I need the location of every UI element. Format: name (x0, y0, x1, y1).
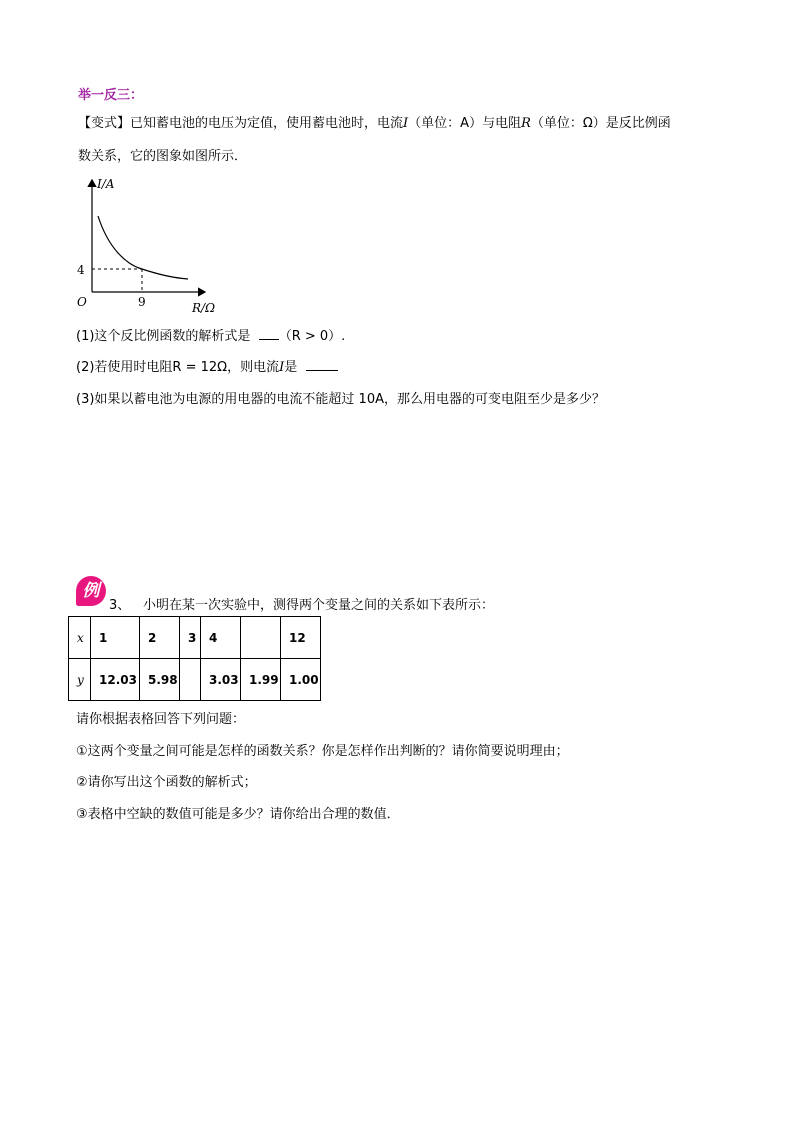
example-intro: 小明在某一次实验中，测得两个变量之间的关系如下表所示： (143, 598, 495, 613)
table-row-x (69, 617, 321, 659)
data-table (68, 616, 321, 701)
row-label-y: y (69, 659, 91, 701)
table-cell: 3.03 (201, 659, 241, 701)
inverse-proportion-graph (70, 172, 230, 317)
table-cell: 1 (91, 617, 140, 659)
table-cell: 3 (180, 617, 201, 659)
section-heading: 举一反三： (78, 88, 144, 103)
y-tick-label: 4 (77, 263, 85, 277)
origin-label: O (77, 295, 87, 309)
table-cell: 12 (281, 617, 321, 659)
problem-intro-line2: 数关系，它的图象如图所示． (78, 149, 248, 164)
example-question-1: ①这两个变量之间可能是怎样的函数关系？你是怎样作出判断的？请你简要说明理由； (76, 744, 569, 759)
x-tick-label: 9 (138, 295, 146, 309)
table-cell: 12.03 (91, 659, 140, 701)
table-cell: 4 (201, 617, 241, 659)
y-axis-label: I/A (97, 177, 115, 191)
x-axis-label: R/Ω (192, 301, 216, 315)
table-cell (180, 659, 201, 701)
table-row-y (69, 659, 321, 701)
table-cell: 5.98 (140, 659, 180, 701)
table-cell: 2 (140, 617, 180, 659)
question-2: (2)若使用时电阻R = 12Ω，则电流I是 (76, 358, 338, 377)
variant-tag: 【变式】 (78, 116, 131, 131)
table-cell: 1.00 (281, 659, 321, 701)
curve (98, 216, 188, 279)
answer-blank-2 (306, 358, 338, 371)
table-prompt: 请你根据表格回答下列问题： (76, 712, 246, 727)
question-1: (1)这个反比例函数的解析式是 （R > 0）. (76, 329, 346, 344)
example-question-2: ②请你写出这个函数的解析式； (76, 775, 257, 790)
example-badge: 例 (76, 576, 106, 606)
table-cell: 1.99 (241, 659, 281, 701)
answer-blank-1 (259, 327, 279, 340)
example-question-3: ③表格中空缺的数值可能是多少？请你给出合理的数值． (76, 807, 400, 822)
example-number: 3、 (109, 598, 131, 613)
row-label-x: x (69, 617, 91, 659)
question-3: (3)如果以蓄电池为电源的用电器的电流不能超过 10A，那么用电器的可变电阻至少是多少？ (76, 392, 605, 407)
table-cell (241, 617, 281, 659)
problem-intro-line1: 【变式】已知蓄电池的电压为定值，使用蓄电池时，电流I（单位：A）与电阻R（单位：Ω）是反比例函 (78, 116, 671, 131)
